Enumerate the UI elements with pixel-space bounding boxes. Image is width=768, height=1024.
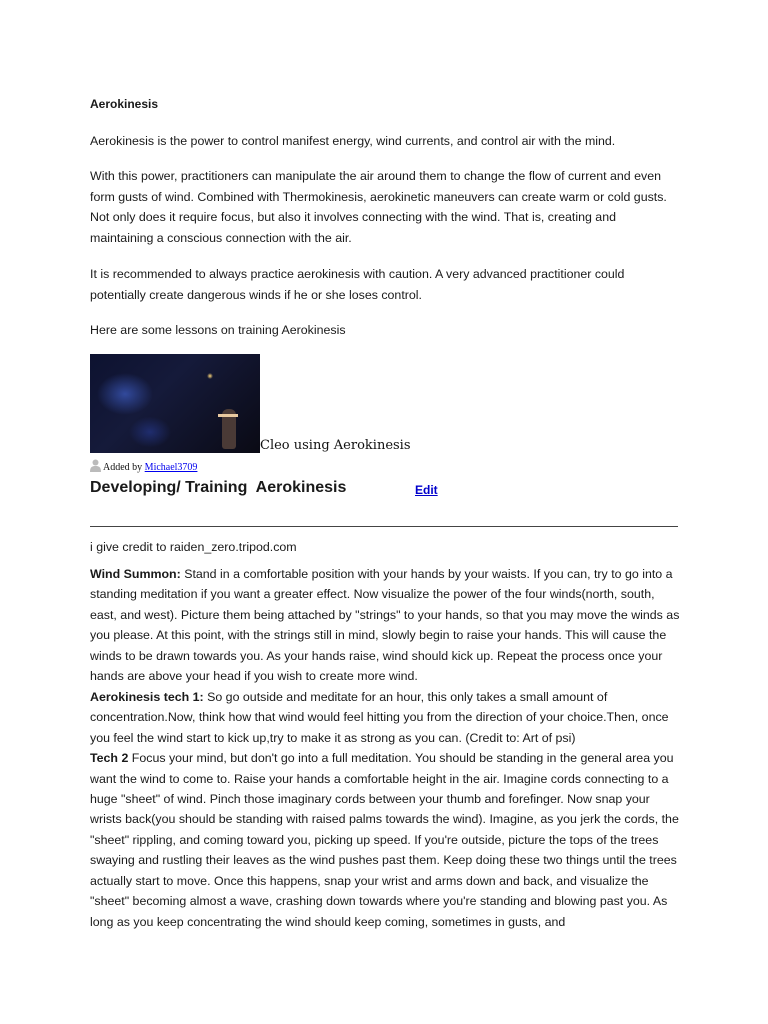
arm-highlight bbox=[218, 414, 238, 417]
description-paragraph: With this power, practitioners can manipulate the air around them to change the flow of current and even form gusts of wind. Combined with Thermokinesis, aerokinetic maneuvers can create warm or cold gusts. Not only does it require focus, but also it involves connecting with the wind. That is, creating and maintaining a conscious connection with the air. bbox=[90, 169, 667, 245]
intro-paragraph: Aerokinesis is the power to control manifest energy, wind currents, and control air with the mind. bbox=[90, 134, 616, 148]
credit-line: i give credit to raiden_zero.tripod.com bbox=[90, 540, 297, 554]
section-divider bbox=[90, 526, 678, 527]
wind-summon-label: Wind Summon: bbox=[90, 567, 181, 581]
cleo-aerokinesis-image[interactable] bbox=[90, 354, 260, 453]
tech2-label: Tech 2 bbox=[90, 751, 129, 766]
technique-text bbox=[90, 564, 680, 932]
image-caption: Cleo using Aerokinesis bbox=[260, 438, 411, 453]
tech2-text: Focus your mind, but don't go into a full meditation. You should be standing in the general area you want the wind to come to. Raise your hands a comfortable height in the air. Imagine cords connecting to a huge "sheet" of wind. Pinch those imaginary cords between your thumb and forefinger. Now snap your wrists back(you should be standing with raised palms towards the wind). Imagine, as you jerk the cords, the "sheet" rippling, and coming toward you, picking up speed. If you're outside, picture the tops of the trees swaying and rustling their leaves as the wind pushes past them. Keep doing these two things until the trees actually start to move. Once this happens, snap your wrist and arms down and back, and visualize the "sheet" becoming almost a wave, crashing down towards where you're standing and blowing past you. As long as you keep concentrating the wind should keep coming, sometimes in gusts, and bbox=[90, 751, 679, 929]
edit-link[interactable]: Edit bbox=[415, 483, 438, 497]
author-link[interactable]: Michael3709 bbox=[144, 462, 198, 473]
figure bbox=[90, 354, 690, 454]
wind-summon-text: Stand in a comfortable position with your hands by your waists. If you can, try to go into a standing meditation if you want a greater effect. Now visualize the power of the four winds(north, south, east, and west). Picture them being attached by "strings" to your hands, so that you may move the winds as you please. At this point, with the strings still in mind, slowly begin to raise your hands. This will cause the winds to be drawn towards you. As your hands raise, wind should kick up. Repeat the process once your hands are above your head if you wish to create more wind. bbox=[90, 567, 680, 684]
article-title: Aerokinesis bbox=[90, 97, 159, 111]
lessons-intro: Here are some lessons on training Aerokinesis bbox=[90, 323, 346, 337]
user-icon bbox=[90, 459, 101, 472]
tech1-text: So go outside and meditate for an hour, this only takes a small amount of concentration.Now, think how that wind would feel hitting you from the direction of your choice.Then, once you feel the wind start to kick up,try to make it as strong as you can. (Credit to: Art of psi) bbox=[90, 689, 669, 745]
tech1-label: Aerokinesis tech 1: bbox=[90, 689, 204, 704]
section-heading: Developing/ Training Aerokinesis bbox=[90, 479, 347, 496]
added-by bbox=[90, 459, 197, 473]
caution-paragraph: It is recommended to always practice aerokinesis with caution. A very advanced practitioner could potentially create dangerous winds if he or she loses control. bbox=[90, 267, 625, 302]
added-by-label: Added by bbox=[103, 462, 143, 473]
